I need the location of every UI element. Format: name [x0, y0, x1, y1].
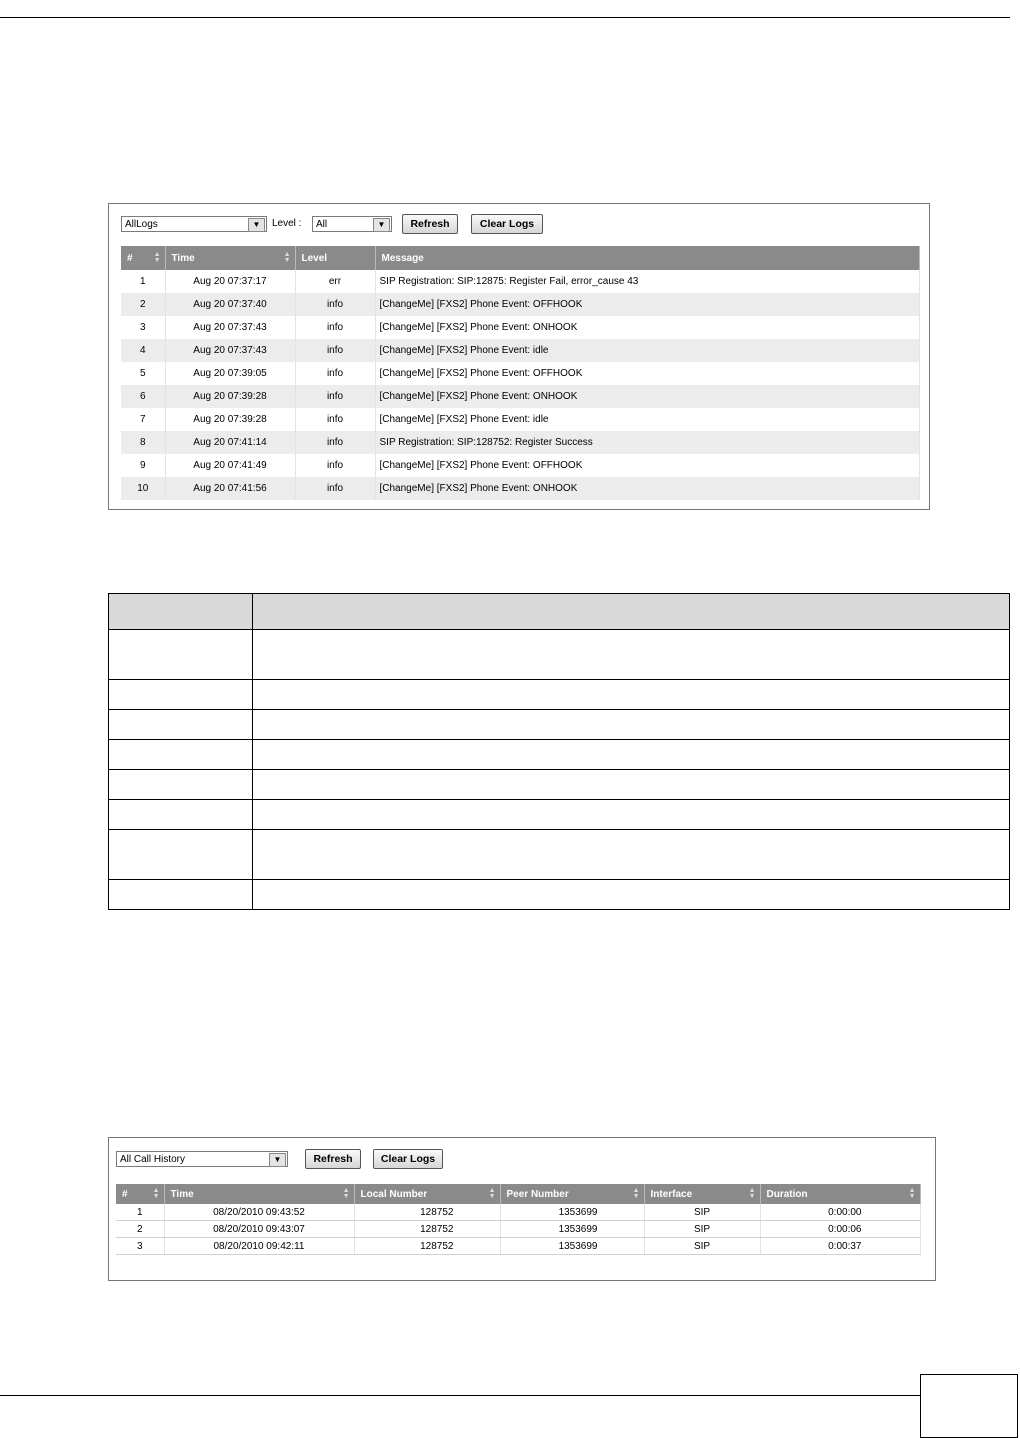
- log-time-cell: Aug 20 07:37:43: [165, 339, 295, 362]
- call-interface-cell: SIP: [644, 1221, 760, 1238]
- system-log-panel: [108, 203, 930, 510]
- col-duration-header[interactable]: [760, 1184, 920, 1204]
- col-time-label: Time: [171, 252, 195, 264]
- col-peer-number-header[interactable]: [500, 1184, 644, 1204]
- description-row: [109, 830, 1010, 880]
- log-number-cell: 10: [121, 477, 165, 500]
- col-level-label: Level: [301, 252, 328, 264]
- log-level-cell: info: [295, 454, 375, 477]
- page-number-box: [920, 1374, 1018, 1438]
- col-time-label: Time: [170, 1188, 194, 1200]
- col-local-number-label: Local Number: [360, 1188, 428, 1200]
- label-cell: [109, 710, 253, 740]
- log-number-cell: 8: [121, 431, 165, 454]
- log-message-cell: [ChangeMe] [FXS2] Phone Event: OFFHOOK: [375, 293, 919, 316]
- table-row: [121, 293, 919, 316]
- col-number-label: #: [127, 252, 133, 264]
- log-time-cell: Aug 20 07:41:14: [165, 431, 295, 454]
- col-peer-number-label: Peer Number: [506, 1188, 569, 1200]
- description-cell: [253, 740, 1010, 770]
- description-cell: [253, 630, 1010, 680]
- table-row: [116, 1238, 920, 1255]
- description-row: [109, 880, 1010, 910]
- log-message-cell: [ChangeMe] [FXS2] Phone Event: ONHOOK: [375, 477, 919, 500]
- col-level-header: [295, 246, 375, 270]
- col-time-header[interactable]: [165, 246, 295, 270]
- table-row: [121, 339, 919, 362]
- sort-icon[interactable]: ▲ ▼: [908, 1187, 916, 1200]
- call-history-value: All Call History: [120, 1154, 186, 1165]
- log-time-cell: Aug 20 07:39:28: [165, 385, 295, 408]
- col-time-header[interactable]: [164, 1184, 354, 1204]
- description-cell: [253, 800, 1010, 830]
- log-time-cell: Aug 20 07:37:43: [165, 316, 295, 339]
- call-number-cell: 1: [116, 1204, 164, 1221]
- call-interface-cell: SIP: [644, 1204, 760, 1221]
- level-select[interactable]: [312, 216, 392, 232]
- table-row: [121, 362, 919, 385]
- description-cell: [253, 880, 1010, 910]
- log-message-cell: [ChangeMe] [FXS2] Phone Event: ONHOOK: [375, 316, 919, 339]
- system-log-table: [121, 246, 920, 500]
- col-interface-label: Interface: [650, 1188, 693, 1200]
- description-cell: [253, 830, 1010, 880]
- description-cell: [253, 680, 1010, 710]
- log-number-cell: 7: [121, 408, 165, 431]
- log-number-cell: 9: [121, 454, 165, 477]
- sort-icon[interactable]: ▲ ▼: [342, 1187, 350, 1200]
- table-header-row: [116, 1184, 920, 1204]
- col-message-header: [375, 246, 919, 270]
- label-cell: [109, 770, 253, 800]
- log-level-cell: info: [295, 408, 375, 431]
- log-time-cell: Aug 20 07:39:05: [165, 362, 295, 385]
- table-row: [121, 270, 919, 293]
- col-number-header[interactable]: [116, 1184, 164, 1204]
- call-history-panel: [108, 1137, 936, 1281]
- log-level-cell: info: [295, 362, 375, 385]
- log-message-cell: [ChangeMe] [FXS2] Phone Event: OFFHOOK: [375, 362, 919, 385]
- log-message-cell: [ChangeMe] [FXS2] Phone Event: idle: [375, 339, 919, 362]
- level-label: Level :: [272, 218, 302, 229]
- label-cell: [109, 740, 253, 770]
- description-header-row: [109, 594, 1010, 630]
- sort-icon[interactable]: ▲ ▼: [488, 1187, 496, 1200]
- log-time-cell: Aug 20 07:41:49: [165, 454, 295, 477]
- table-row: [121, 477, 919, 500]
- sort-icon[interactable]: ▲ ▼: [632, 1187, 640, 1200]
- label-cell: [109, 680, 253, 710]
- log-category-value: AllLogs: [125, 219, 158, 230]
- col-number-header[interactable]: [121, 246, 165, 270]
- call-peer-number-cell: 1353699: [500, 1204, 644, 1221]
- log-message-cell: [ChangeMe] [FXS2] Phone Event: OFFHOOK: [375, 454, 919, 477]
- header-rule: [0, 17, 1010, 18]
- call-duration-cell: 0:00:00: [760, 1204, 920, 1221]
- chevron-down-icon[interactable]: ▼: [373, 218, 390, 232]
- log-level-cell: info: [295, 477, 375, 500]
- table-row: [121, 454, 919, 477]
- clear-logs-button[interactable]: Clear Logs: [373, 1149, 443, 1169]
- log-category-select[interactable]: [121, 216, 267, 232]
- table-row: [121, 316, 919, 339]
- clear-logs-button[interactable]: Clear Logs: [471, 214, 543, 234]
- log-level-cell: info: [295, 385, 375, 408]
- label-cell: [109, 880, 253, 910]
- log-number-cell: 3: [121, 316, 165, 339]
- col-message-label: Message: [381, 252, 424, 264]
- log-level-cell: info: [295, 316, 375, 339]
- call-interface-cell: SIP: [644, 1238, 760, 1255]
- call-duration-cell: 0:00:06: [760, 1221, 920, 1238]
- log-time-cell: Aug 20 07:41:56: [165, 477, 295, 500]
- description-row: [109, 740, 1010, 770]
- table-row: [116, 1221, 920, 1238]
- log-message-cell: SIP Registration: SIP:128752: Register Success: [375, 431, 919, 454]
- call-time-cell: 08/20/2010 09:43:52: [164, 1204, 354, 1221]
- label-cell: [109, 830, 253, 880]
- call-number-cell: 2: [116, 1221, 164, 1238]
- field-description-table: [108, 593, 1010, 910]
- sort-icon[interactable]: ▲ ▼: [748, 1187, 756, 1200]
- description-row: [109, 630, 1010, 680]
- refresh-button[interactable]: Refresh: [402, 214, 458, 234]
- call-peer-number-cell: 1353699: [500, 1238, 644, 1255]
- call-number-cell: 3: [116, 1238, 164, 1255]
- call-local-number-cell: 128752: [354, 1204, 500, 1221]
- log-level-cell: info: [295, 339, 375, 362]
- log-level-cell: info: [295, 431, 375, 454]
- table-row: [121, 408, 919, 431]
- log-number-cell: 4: [121, 339, 165, 362]
- call-history-select[interactable]: [116, 1151, 288, 1167]
- description-row: [109, 800, 1010, 830]
- description-cell: [253, 710, 1010, 740]
- call-peer-number-cell: 1353699: [500, 1221, 644, 1238]
- description-header-cell: [253, 594, 1010, 630]
- refresh-button[interactable]: Refresh: [305, 1149, 361, 1169]
- description-row: [109, 710, 1010, 740]
- log-time-cell: Aug 20 07:39:28: [165, 408, 295, 431]
- description-row: [109, 770, 1010, 800]
- log-message-cell: [ChangeMe] [FXS2] Phone Event: ONHOOK: [375, 385, 919, 408]
- log-number-cell: 6: [121, 385, 165, 408]
- log-number-cell: 1: [121, 270, 165, 293]
- col-duration-label: Duration: [766, 1188, 808, 1200]
- call-history-table: [116, 1184, 921, 1255]
- call-time-cell: 08/20/2010 09:42:11: [164, 1238, 354, 1255]
- table-row: [116, 1204, 920, 1221]
- description-cell: [253, 770, 1010, 800]
- log-level-cell: err: [295, 270, 375, 293]
- log-message-cell: SIP Registration: SIP:12875: Register Fail, error_cause 43: [375, 270, 919, 293]
- label-header-cell: [109, 594, 253, 630]
- chevron-down-icon[interactable]: ▼: [248, 218, 265, 232]
- label-cell: [109, 630, 253, 680]
- col-number-label: #: [122, 1188, 128, 1200]
- log-level-cell: info: [295, 293, 375, 316]
- sort-icon[interactable]: ▲ ▼: [283, 251, 291, 264]
- description-row: [109, 680, 1010, 710]
- log-message-cell: [ChangeMe] [FXS2] Phone Event: idle: [375, 408, 919, 431]
- call-local-number-cell: 128752: [354, 1221, 500, 1238]
- label-cell: [109, 800, 253, 830]
- log-time-cell: Aug 20 07:37:40: [165, 293, 295, 316]
- table-row: [121, 431, 919, 454]
- col-local-number-header[interactable]: [354, 1184, 500, 1204]
- sort-icon[interactable]: ▲ ▼: [153, 251, 161, 264]
- log-time-cell: Aug 20 07:37:17: [165, 270, 295, 293]
- chevron-down-icon[interactable]: ▼: [269, 1153, 286, 1167]
- log-number-cell: 5: [121, 362, 165, 385]
- sort-icon[interactable]: ▲ ▼: [152, 1187, 160, 1200]
- call-time-cell: 08/20/2010 09:43:07: [164, 1221, 354, 1238]
- col-interface-header[interactable]: [644, 1184, 760, 1204]
- log-number-cell: 2: [121, 293, 165, 316]
- call-local-number-cell: 128752: [354, 1238, 500, 1255]
- level-value: All: [316, 219, 328, 230]
- table-row: [121, 385, 919, 408]
- call-duration-cell: 0:00:37: [760, 1238, 920, 1255]
- footer-rule: [0, 1395, 920, 1396]
- table-header-row: [121, 246, 919, 270]
